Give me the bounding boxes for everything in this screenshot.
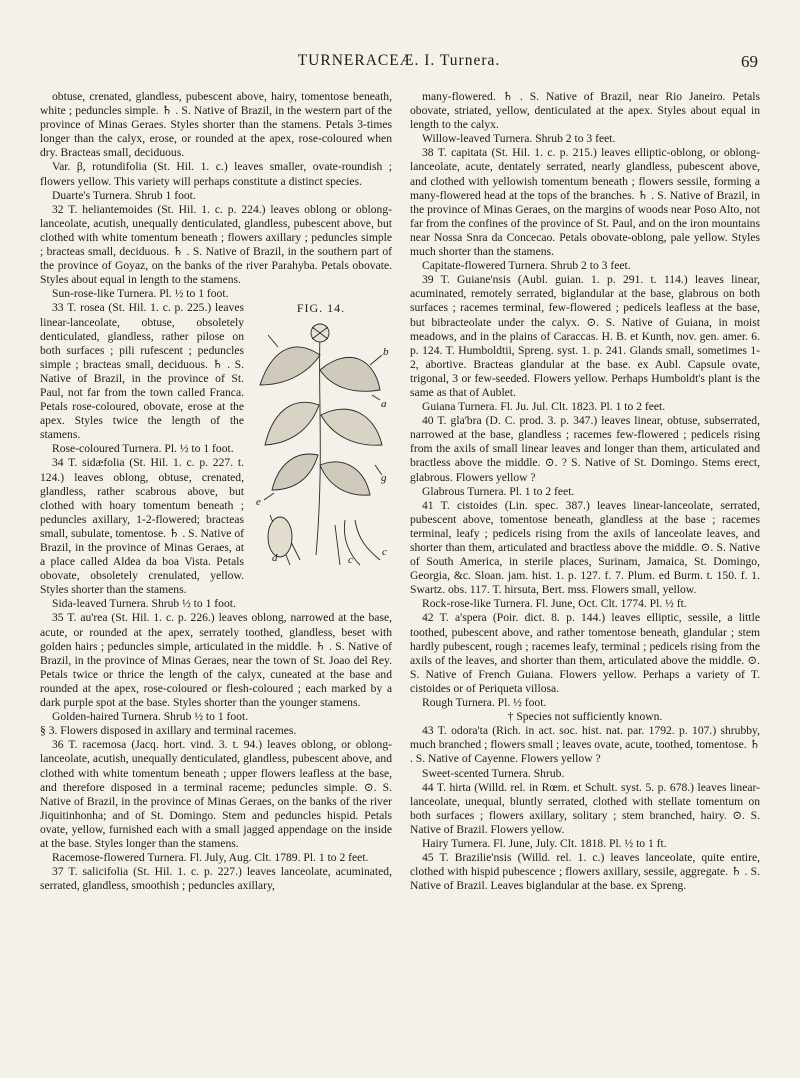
paragraph: Var. β, rotundifolia (St. Hil. 1. c.) leaves smaller, ovate-roundish ; flowers yellow. This variety will perhaps constitute a distinct species. [40,160,392,188]
paragraph: obtuse, crenated, glandless, pubescent above, hairy, tomentose beneath, white ; peduncles simple. ♄ . S. Native of Brazil, in the western part of the province of Minas Geraes. Styles shorter than the stamens. Petals 3-times longer than the calyx, erose, or rounded at the apex, rose-coloured when dry. Bracteas small, deciduous. [40,90,392,160]
page-number: 69 [741,52,758,71]
paragraph: Duarte's Turnera. Shrub 1 foot. [52,188,196,202]
plant-illustration [250,315,392,569]
running-title: TURNERACEÆ. I. Turnera. [297,52,501,69]
paragraph: 40 T. gla'bra (D. C. prod. 3. p. 347.) leaves linear, obtuse, subserrated, narrowed at the base, glandless ; racemes few-flowered ; pedicels rising from the axils of small linear leaves and longer than them, articulated and bractless above the middle. ⊙. ? S. Native of St. Domingo. Stems erect, glabrous. Flowers yellow ? [410,414,760,484]
figure-letter-a: a [381,398,387,411]
section-heading: † Species not sufficiently known. [507,710,663,724]
paragraph: 45 T. Brazilie'nsis (Willd. rel. 1. c.) leaves lanceolate, quite entire, clothed with hispid pubescence ; flowers axillary, sessile, aggregate. ♄ . S. Native of Brazil. Leaves biglandular at the base. ex Spreng. [410,851,760,893]
paragraph: Racemose-flowered Turnera. Fl. July, Aug. Clt. 1789. Pl. 1 to 2 feet. [52,851,369,865]
paragraph: 36 T. racemosa (Jacq. hort. vind. 3. t. 94.) leaves oblong, or oblong-lanceolate, acutish, unequally denticulated, glandless, pubescent above, and clothed with white tomentum beneath ; upper flowers leafless at the base, and therefore disposed in a terminal raceme; peduncles simple. ⊙. S. Native of Brazil, in the province of Minas Geraes, on the banks of the river Jiquitinhonha; and of St. Domingo. Stem and peduncles hispid. Petals ovate, yellow, furnished each with a small jagged appendage on the inside at the base. Styles longer than the stamens. [40,738,392,850]
left-column [40,90,392,893]
figure-letter-e: e [256,496,261,509]
figure-label: FIG. 14. [296,301,346,316]
paragraph: Rough Turnera. Pl. ½ foot. [422,696,547,710]
paragraph: Sida-leaved Turnera. Shrub ½ to 1 foot. [52,597,236,611]
paragraph: Golden-haired Turnera. Shrub ½ to 1 foot. [52,710,249,724]
paragraph: Rose-coloured Turnera. Pl. ½ to 1 foot. [52,442,234,456]
section-heading: § 3. Flowers disposed in axillary and terminal racemes. [40,724,297,738]
paragraph: Rock-rose-like Turnera. Fl. June, Oct. Clt. 1774. Pl. ½ ft. [422,597,687,611]
paragraph: many-flowered. ♄ . S. Native of Brazil, near Rio Janeiro. Petals obovate, striated, yellow, denticulated at the apex. Styles about equal in length to the calyx. [410,90,760,132]
paragraph: Capitate-flowered Turnera. Shrub 2 to 3 feet. [422,259,631,273]
right-column [410,90,760,893]
paragraph: 37 T. salicifolia (St. Hil. 1. c. p. 227.) leaves lanceolate, acuminated, serrated, glandless, smoothish ; peduncles axillary, [40,865,392,893]
figure-letter-b: b [383,346,389,359]
paragraph: 38 T. capitata (St. Hil. 1. c. p. 215.) leaves elliptic-oblong, or oblong-lanceolate, acute, dentately serrated, nearly glandless, pubescent above, and clothed with yellowish tomentum beneath ; flowers sessile, forming a many-flowered head at the tops of the branches. ♄ . S. Native of Brazil, in the province of Minas Geraes, on the margins of woods near Poso Alto, not far from the confines of the province of St. Paul, and on the iron mountains near Nossa Snra da Concecao. Petals obovate-oblong, pale yellow. Styles much shorter than the stamens. [410,146,760,259]
figure-letter-c: c [348,554,353,567]
paragraph: Guiana Turnera. Fl. Ju. Jul. Clt. 1823. Pl. 1 to 2 feet. [422,400,666,414]
paragraph: Willow-leaved Turnera. Shrub 2 to 3 feet. [422,132,616,146]
paragraph: Glabrous Turnera. Pl. 1 to 2 feet. [422,484,575,498]
paragraph: 42 T. a'spera (Poir. dict. 8. p. 144.) leaves elliptic, sessile, a little toothed, pubescent above, and rather tomentose beneath, glandular ; stem hardly pubescent, rough ; racemes leafy, terminal ; pedicels rising from the axils of the leaves, and shorter than them, articulated above the middle. ⊙. S. Native of French Guiana. Flowers yellow. Perhaps a variety of T. cistoides or of Periqueta villosa. [410,611,760,695]
paragraph: 44 T. hirta (Willd. rel. in Rœm. et Schult. syst. 5. p. 678.) leaves linear-lanceolate, unequal, bluntly serrated, clothed with stellate tomentum on both surfaces ; flowers axillary, solitary ; stem branched, hairy. ⊙. S. Native of Brazil. Flowers yellow. [410,780,760,836]
paragraph: 34 T. sidæfolia (St. Hil. 1. c. p. 227. t. 124.) leaves oblong, obtuse, crenated, glandless, rather scabrous above, but clothed with hoary tomentum beneath ; peduncles axillary, 1-2-flowered; bracteas small, subulate, tomentose. ♄ . S. Native of Brazil, in the province of Minas Geraes, at a place called Aldea da boa Vista. Petals obovate, obsoletely crenulated, yellow. Styles shorter than the stamens. [40,456,244,597]
figure-14 [250,301,392,571]
paragraph: 43 T. odora'ta (Rich. in act. soc. hist. nat. par. 1792. p. 107.) shrubby, much branched ; flowers small ; leaves ovate, acute, toothed, tomentose. ♄ . S. Native of Cayenne. Flowers yellow ? [410,724,760,766]
figure-letter-c2: c [382,546,387,559]
figure-letter-d: d [272,552,278,565]
paragraph: 39 T. Guiane'nsis (Aubl. guian. 1. p. 291. t. 114.) leaves linear, acuminated, remotely serrated, biglandular at the base, glabrous on both surfaces ; racemes terminal, few-flowered ; pedicels leafless at the base, but bibracteolate under the calyx. ⊙. S. Native of Guiana, in moist meadows, and in the plains of Caraccas. H. B. et Kunth, nov. gen. amer. 6. p. 124. T. Humboldtii, Spreng. syst. 1. p. 241. Glands small, sometimes 1-2, abortive. Bracteas glandular at the base. ex Aubl. Capsule ovate, trigonal, 3 or few-seeded. Flowers yellow. Perhaps Humboldt's plant is the same as that of Aublet. [410,273,760,399]
figure-letter-g: g [381,472,387,485]
paragraph: Hairy Turnera. Fl. June, July. Clt. 1818. Pl. ½ to 1 ft. [422,836,667,850]
paragraph: 41 T. cistoides (Lin. spec. 387.) leaves linear-lanceolate, serrated, pubescent above, tomentose beneath, glandless at the base ; racemes terminal, leafy ; pedicels rising from the axils of lanceolate leaves, and shorter than them, articulated and bractless above the middle. ⊙. S. Native of South America, in sterile places, Surinam, Jamaica, St. Domingo, Georgia, &c. Sloan. jam. hist. 1. p. 127. f. 7. Plum. ed Burm. t. 150. f. 1. Swartz. obs. 117. T. hirsuta, Bert. mss. Flowers small, yellow. [410,498,760,597]
paragraph: Sun-rose-like Turnera. Pl. ½ to 1 foot. [52,287,229,301]
paragraph: 33 T. rosea (St. Hil. 1. c. p. 225.) leaves linear-lanceolate, obtuse, obsoletely denticulated, glandless, rather pilose on both surfaces ; pili rufescent ; peduncles simple ; bracteas small, deciduous. ♄ . S. Native of Brazil, in the province of St. Paul, not far from the town called Franca. Petals rose-coloured, obovate, erose at the apex. Styles twice the length of the stamens. [40,301,244,442]
paragraph: 32 T. heliantemoides (St. Hil. 1. c. p. 224.) leaves oblong or oblong-lanceolate, acutish, unequally denticulated, glandless, pubescent above, but clothed with white tomentum beneath ; flowers axillary ; peduncles simple ; bracteas small, deciduous. ♄ . S. Native of Brazil, in the southern part of the province of Goyaz, on the banks of the river Parahyba. Petals obovate. Styles about equal in length to the stamens. [40,202,392,287]
running-header [40,52,758,74]
paragraph: Sweet-scented Turnera. Shrub. [422,766,565,780]
paragraph: 35 T. au'rea (St. Hil. 1. c. p. 226.) leaves oblong, narrowed at the base, acute, or rounded at the apex, serrately toothed, glandless, beset with golden hairs ; peduncles simple, articulated in the middle. ♄ . S. Native of Brazil, in the province of Minas Geraes, near the town of St. Joao del Rey. Petals twice or thrice the length of the calyx, cuneated at the base and rounded at the apex, rose-coloured or flesh-coloured ; each marked by a dark purple spot at the base. Styles shorter than the younger stamens. [40,611,392,710]
